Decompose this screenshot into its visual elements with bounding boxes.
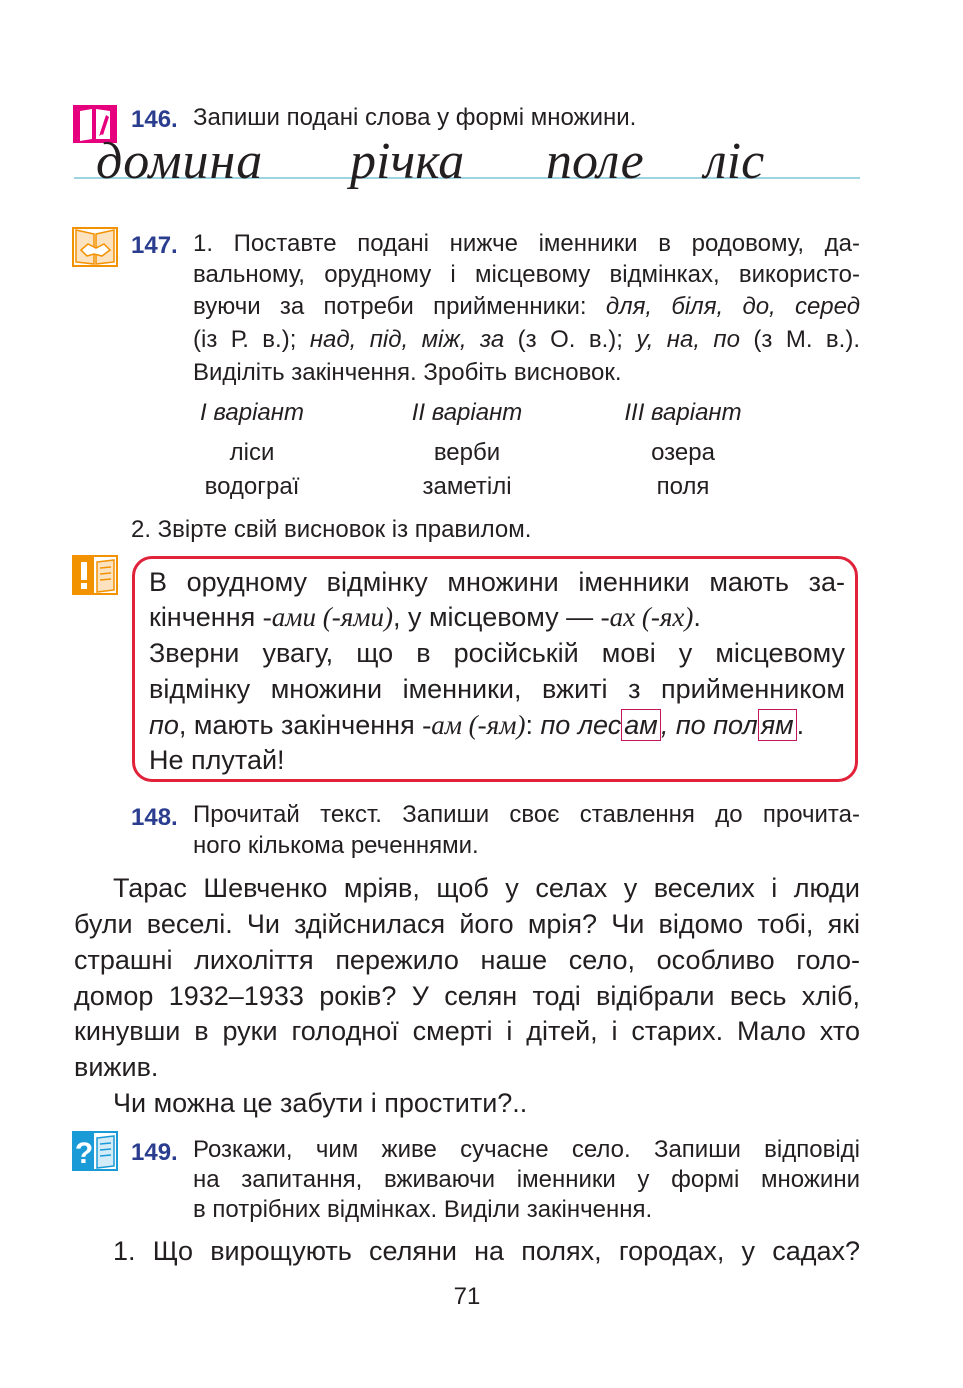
text-line-3: страшні лихоліття пережило наше село, особливо голо- [74, 945, 860, 975]
rule-line-4: відмінку множини іменники, вжиті з прийменником [149, 674, 845, 704]
rule-line-1: В орудному відмінку множини іменники мають за- [149, 567, 845, 597]
rule-line-5 [149, 708, 804, 742]
handwritten-word-2: річка [350, 133, 465, 190]
exercise-149-line-2: на запитання, вживаючи іменники у формі множини [193, 1166, 860, 1193]
rule-line-6: Не плутай! [149, 745, 285, 775]
exercise-148-number: 148. [131, 804, 178, 831]
prepositions-locative: у, на, по [636, 326, 740, 353]
rule-preposition: по [149, 710, 179, 740]
page-number: 71 [453, 1283, 481, 1310]
variant-1 [152, 398, 352, 504]
ending-locative: -ах (-ях) [600, 602, 694, 632]
text-line-5: кинувши в руки голодної смерті і дітей, і старих. Мало хто [74, 1016, 860, 1046]
exercise-147-line-5: Виділіть закінчення. Зробіть висновок. [193, 359, 622, 386]
prepositions-instrumental: над, під, між, за [309, 326, 505, 353]
exercise-148-line-1: Прочитай текст. Запиши своє ставлення до прочита- [193, 801, 860, 828]
question-book-icon [72, 1130, 118, 1172]
rule-text: : [525, 710, 541, 740]
example-ending-highlight: ам [621, 709, 661, 741]
variant-title: ІІІ варіант [624, 399, 742, 426]
rule-text: , мають закінчення [178, 710, 423, 740]
example-stem: по лес [540, 710, 622, 740]
case-note: (з М. в.). [740, 326, 860, 353]
case-note: (з О. в.); [504, 326, 637, 353]
variant-2 [367, 398, 567, 504]
variant-word: ліси [229, 439, 275, 466]
text-line-4: домор 1932–1933 років? У селян тоді відібрали весь хліб, [74, 981, 860, 1011]
variant-3 [583, 398, 783, 504]
exercise-149-number: 149. [131, 1139, 178, 1166]
rule-text: . [796, 710, 805, 740]
exercise-149-line-3: в потрібних відмінках. Виділи закінчення. [193, 1196, 653, 1223]
rule-text: , у місцевому — [392, 602, 601, 632]
exercise-147-line-2: вальному, орудному і місцевому відмінках, використо- [193, 261, 860, 288]
exercise-147-line-1: 1. Поставте подані нижче іменники в родовому, да- [193, 230, 860, 257]
ending-instrumental: -ами (-ями) [262, 602, 393, 632]
exercise-147-prepositions-genitive: для, біля, до, серед [605, 293, 861, 320]
variant-word: водограї [204, 473, 300, 500]
variant-title: ІІ варіант [411, 399, 523, 426]
rule-line-2 [149, 600, 701, 634]
variant-word: озера [651, 439, 715, 466]
example-stem: , по пол [660, 710, 758, 740]
exercise-147-line-4 [193, 325, 860, 355]
handwritten-word-3: поле [546, 133, 644, 190]
handshake-pair-work-icon [72, 226, 118, 268]
text-line-2: були веселі. Чи здійснилася його мрія? Чи відомо тобі, які [74, 909, 860, 939]
ending-russian: -ам (-ям) [422, 710, 526, 740]
variant-word: верби [433, 439, 501, 466]
exercise-149-question-1: 1. Що вирощують селяни на полях, городах, у садах? [113, 1236, 860, 1266]
rule-text: . [693, 602, 701, 632]
exercise-146-number: 146. [131, 106, 178, 133]
exercise-146-prompt: Запиши подані слова у формі множини. [193, 104, 637, 131]
rule-line-3: Зверни увагу, що в російській мові у місцевому [149, 638, 845, 668]
svg-text:?: ? [74, 1137, 94, 1170]
exercise-147-line-3 [193, 292, 860, 322]
attention-rule-icon [72, 554, 118, 596]
variant-title: І варіант [200, 399, 304, 426]
variant-word: поля [656, 473, 710, 500]
rule-text: кінчення [149, 602, 263, 632]
example-ending-highlight: ям [758, 709, 797, 741]
handwritten-word-4: ліс [704, 133, 765, 190]
text-line-7: Чи можна це забути і простити?.. [113, 1088, 528, 1118]
case-note: (із Р. в.); [193, 326, 310, 353]
exercise-147-number: 147. [131, 232, 178, 259]
exercise-149-line-1: Розкажи, чим живе сучасне село. Запиши відповіді [193, 1136, 860, 1163]
exercise-148-line-2: ного кількома реченнями. [193, 832, 479, 859]
handwritten-word-1: домина [96, 133, 264, 190]
exercise-147-line-3-text: вуючи за потреби прийменники: [193, 293, 606, 320]
variant-word: заметілі [422, 473, 512, 500]
exercise-147-part-2: 2. Звірте свій висновок із правилом. [131, 516, 532, 543]
text-line-6: вижив. [74, 1052, 159, 1082]
text-line-1: Тарас Шевченко мріяв, щоб у селах у веселих і люди [113, 873, 860, 903]
